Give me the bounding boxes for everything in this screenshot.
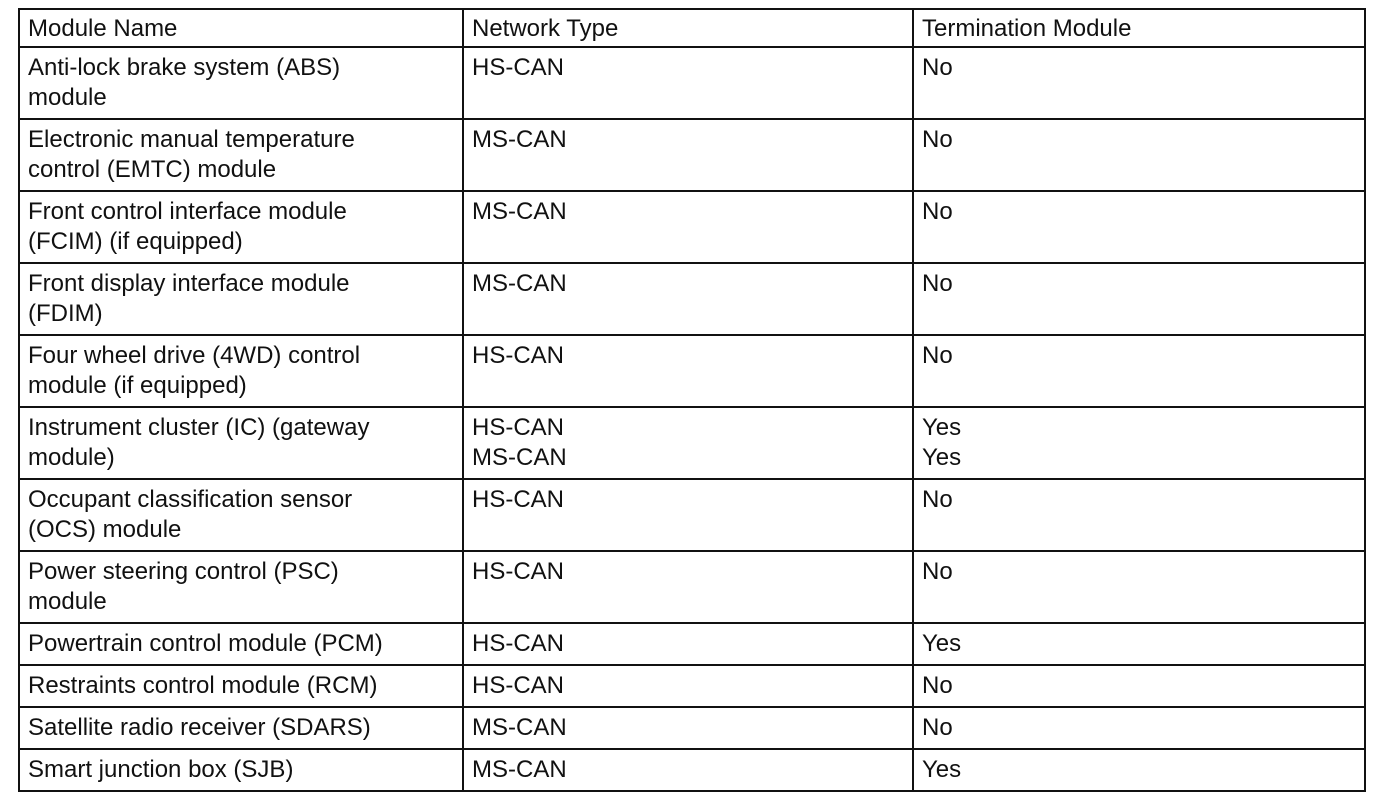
- termination-cell: [913, 335, 1365, 407]
- network-type-cell: [463, 263, 913, 335]
- termination-value: No: [922, 270, 953, 297]
- termination-value: No: [922, 486, 953, 513]
- termination-cell: [913, 479, 1365, 551]
- module-name-cell: [19, 407, 463, 479]
- termination-value: No: [922, 672, 953, 699]
- network-type-cell: [463, 335, 913, 407]
- termination-value: No: [922, 126, 953, 153]
- termination-cell: [913, 407, 1365, 479]
- network-type-value: HS-CAN: [472, 486, 565, 513]
- network-type-cell: [463, 623, 913, 665]
- table-row: [19, 623, 1365, 665]
- table-row: [19, 263, 1365, 335]
- module-name-line: Occupant classification sensor: [28, 486, 353, 513]
- termination-cell: [913, 749, 1365, 791]
- network-type-value: HS-CAN: [472, 54, 565, 81]
- network-type-cell: [463, 665, 913, 707]
- module-name-cell: [19, 263, 463, 335]
- termination-value: No: [922, 342, 953, 369]
- header-network-type: Network Type: [463, 9, 913, 47]
- module-name-line: Front control interface module: [28, 198, 347, 225]
- module-name-line: module (if equipped): [28, 372, 247, 399]
- termination-cell: [913, 47, 1365, 119]
- table-row: [19, 191, 1365, 263]
- table-row: [19, 665, 1365, 707]
- header-row: [19, 9, 1365, 47]
- module-name-cell: [19, 191, 463, 263]
- module-name-cell: [19, 749, 463, 791]
- module-name-line: Electronic manual temperature: [28, 126, 355, 153]
- network-type-value: MS-CAN: [472, 126, 567, 153]
- module-name-cell: [19, 551, 463, 623]
- module-name-line: (OCS) module: [28, 516, 182, 543]
- termination-value: Yes: [922, 414, 962, 441]
- network-type-cell: [463, 47, 913, 119]
- termination-value: No: [922, 558, 953, 585]
- module-name-line: Front display interface module: [28, 270, 350, 297]
- table-row: [19, 47, 1365, 119]
- termination-value: Yes: [922, 756, 962, 783]
- module-name-line: Satellite radio receiver (SDARS): [28, 714, 371, 741]
- module-name-line: Powertrain control module (PCM): [28, 630, 383, 657]
- table-row: [19, 479, 1365, 551]
- network-type-cell: [463, 551, 913, 623]
- module-name-cell: [19, 335, 463, 407]
- network-type-value: HS-CAN: [472, 630, 565, 657]
- network-type-value: HS-CAN: [472, 414, 565, 441]
- network-type-value: HS-CAN: [472, 558, 565, 585]
- module-network-table: [18, 8, 1366, 792]
- module-name-line: Instrument cluster (IC) (gateway: [28, 414, 370, 441]
- module-name-cell: [19, 47, 463, 119]
- module-name-line: Anti-lock brake system (ABS): [28, 54, 341, 81]
- termination-cell: [913, 623, 1365, 665]
- network-type-value: MS-CAN: [472, 270, 567, 297]
- module-name-cell: [19, 707, 463, 749]
- module-name-line: Power steering control (PSC): [28, 558, 339, 585]
- table-row: [19, 407, 1365, 479]
- module-name-line: control (EMTC) module: [28, 156, 277, 183]
- header-termination-module: Termination Module: [913, 9, 1365, 47]
- network-type-cell: [463, 707, 913, 749]
- termination-cell: [913, 191, 1365, 263]
- network-type-cell: [463, 407, 913, 479]
- network-type-cell: [463, 119, 913, 191]
- termination-cell: [913, 119, 1365, 191]
- module-name-line: Four wheel drive (4WD) control: [28, 342, 361, 369]
- table-row: [19, 749, 1365, 791]
- network-type-value: HS-CAN: [472, 672, 565, 699]
- termination-value: Yes: [922, 444, 962, 471]
- network-type-value: MS-CAN: [472, 444, 567, 471]
- network-type-cell: [463, 191, 913, 263]
- termination-cell: [913, 263, 1365, 335]
- module-name-cell: [19, 119, 463, 191]
- module-name-line: Smart junction box (SJB): [28, 756, 294, 783]
- document-page: [18, 8, 1364, 792]
- table-row: [19, 335, 1365, 407]
- module-name-line: (FDIM): [28, 300, 103, 327]
- termination-cell: [913, 665, 1365, 707]
- network-type-value: MS-CAN: [472, 756, 567, 783]
- termination-value: No: [922, 54, 953, 81]
- termination-value: No: [922, 714, 953, 741]
- table-row: [19, 551, 1365, 623]
- header-module-name: Module Name: [19, 9, 463, 47]
- termination-value: Yes: [922, 630, 962, 657]
- network-type-cell: [463, 749, 913, 791]
- module-name-cell: [19, 665, 463, 707]
- module-name-line: (FCIM) (if equipped): [28, 228, 243, 255]
- module-name-line: module: [28, 588, 107, 615]
- module-name-cell: [19, 479, 463, 551]
- termination-cell: [913, 551, 1365, 623]
- module-name-line: Restraints control module (RCM): [28, 672, 378, 699]
- table-row: [19, 707, 1365, 749]
- termination-value: No: [922, 198, 953, 225]
- module-name-cell: [19, 623, 463, 665]
- network-type-value: MS-CAN: [472, 198, 567, 225]
- termination-cell: [913, 707, 1365, 749]
- network-type-value: MS-CAN: [472, 714, 567, 741]
- network-type-value: HS-CAN: [472, 342, 565, 369]
- table-row: [19, 119, 1365, 191]
- module-name-line: module): [28, 444, 115, 471]
- module-name-line: module: [28, 84, 107, 111]
- network-type-cell: [463, 479, 913, 551]
